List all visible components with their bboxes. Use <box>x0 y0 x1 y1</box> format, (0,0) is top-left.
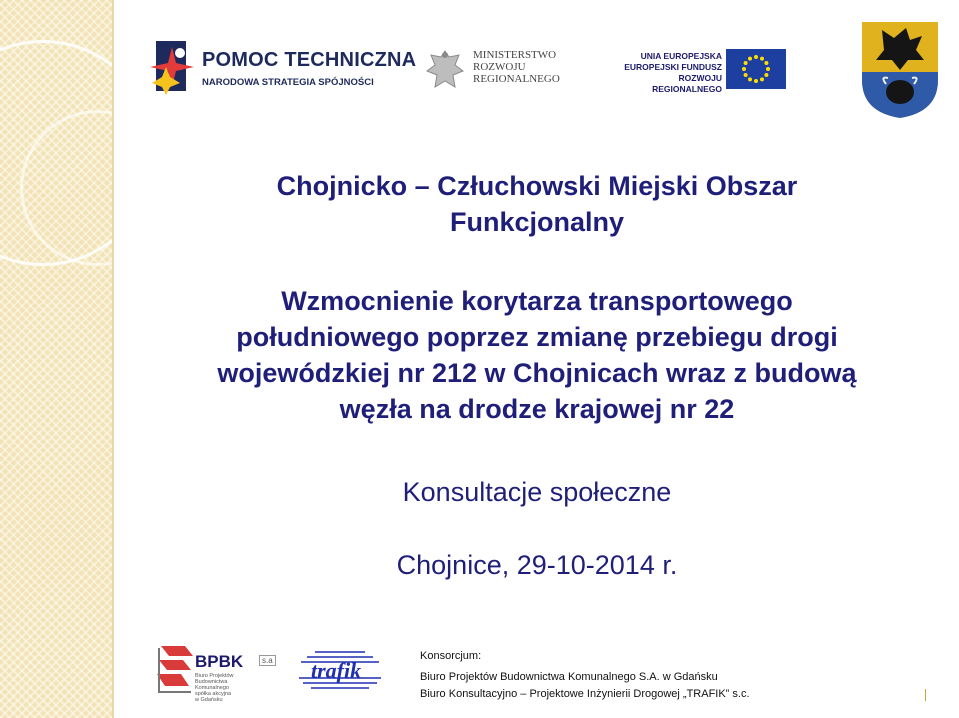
bpbk-logo-suffix: s.a <box>259 655 276 666</box>
project-subtitle-line: Wzmocnienie korytarza transportowego <box>281 286 793 316</box>
project-subtitle-line: węzła na drodze krajowej nr 22 <box>339 394 735 424</box>
consortium-member: Biuro Konsultacyjno – Projektowe Inżynierii Drogowej „TRAFIK” s.c. <box>420 688 750 700</box>
page-marker <box>925 689 926 701</box>
strip-divider <box>112 0 114 718</box>
county-crest <box>860 20 940 120</box>
bpbk-logo-small-text: Biuro Projektów Budownictwa Komunalnego spółka akcyjna w Gdańsku <box>195 673 234 703</box>
main-title <box>115 168 959 240</box>
decorative-left-strip <box>0 0 112 718</box>
consortium-label: Konsorcjum: <box>420 650 482 662</box>
consultation-heading <box>115 475 959 509</box>
trafik-logo <box>295 648 385 692</box>
project-subtitle-line: wojewódzkiej nr 212 w Chojnicach wraz z budową <box>217 358 857 388</box>
pomoc-logo-title: POMOC TECHNICZNA <box>202 49 417 71</box>
project-subtitle-line: południowego poprzez zmianę przebiegu drogi <box>236 322 838 352</box>
polish-eagle-icon <box>425 47 465 93</box>
pomoc-logo-subtitle: NARODOWA STRATEGIA SPÓJNOŚCI <box>202 77 374 88</box>
eu-logo-text: UNIA EUROPEJSKA EUROPEJSKI FUNDUSZ ROZWOJU REGIONALNEGO <box>624 51 722 94</box>
pomoc-techniczna-logo <box>148 37 417 97</box>
consortium-member: Biuro Projektów Budownictwa Komunalnego S.A. w Gdańsku <box>420 671 718 683</box>
bpbk-logo-name: BPBK <box>195 652 244 671</box>
pomoc-techniczna-emblem-icon <box>148 37 198 97</box>
ministry-logo <box>425 47 575 97</box>
bpbk-emblem-icon <box>155 642 195 698</box>
main-title-line: Funkcjonalny <box>449 207 625 237</box>
bpbk-logo <box>155 640 275 703</box>
eu-flag-icon <box>726 49 786 89</box>
logo-header <box>120 15 949 125</box>
project-subtitle <box>115 283 959 427</box>
eu-fund-logo <box>610 49 790 99</box>
place-date-text: Chojnice, 29-10-2014 r. <box>396 550 678 580</box>
trafik-logo-name: trafik <box>311 658 362 683</box>
main-title-line: Chojnicko – Człuchowski Miejski Obszar <box>276 171 798 201</box>
consultation-text: Konsultacje społeczne <box>402 477 672 507</box>
consortium-logos <box>155 640 395 703</box>
county-coat-of-arms-icon <box>860 20 940 120</box>
place-date <box>115 548 959 582</box>
ministry-logo-text: MINISTERSTWO ROZWOJU REGIONALNEGO <box>473 49 560 85</box>
